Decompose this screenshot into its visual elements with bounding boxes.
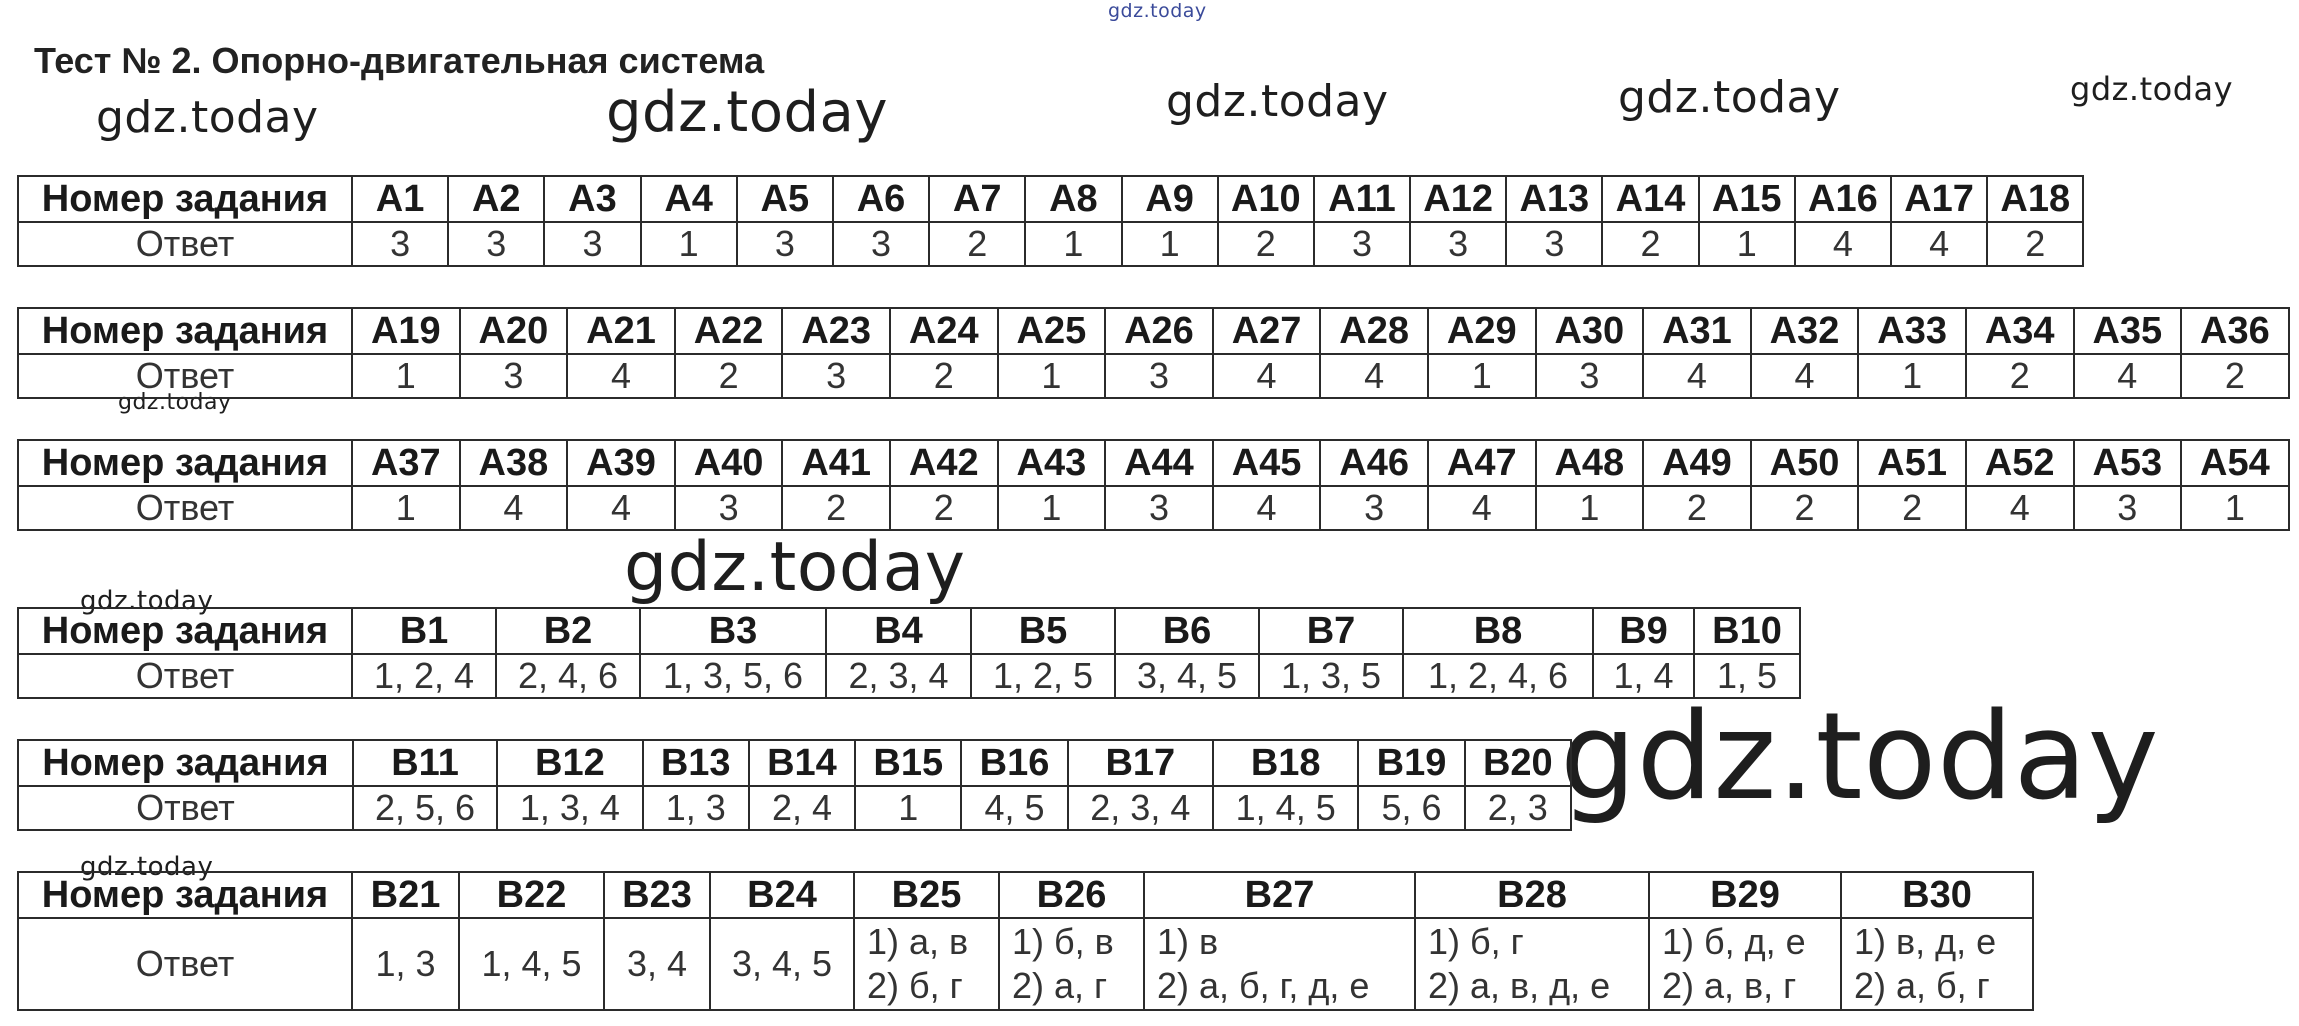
answer-cell: 1 — [2181, 486, 2289, 530]
task-cell: В2 — [496, 608, 640, 654]
answer-cell: 3, 4, 5 — [710, 918, 854, 1010]
task-cell: В11 — [353, 740, 497, 786]
task-cell: В29 — [1649, 872, 1841, 918]
task-cell: В13 — [643, 740, 749, 786]
answer-cell: 3 — [1105, 486, 1213, 530]
watermark: gdz.today — [80, 586, 214, 616]
row-label-answer: Ответ — [18, 786, 353, 830]
task-cell: В20 — [1465, 740, 1571, 786]
task-cell: А44 — [1105, 440, 1213, 486]
answer-cell: 1 — [1122, 222, 1218, 266]
task-cell: А54 — [2181, 440, 2289, 486]
task-cell: А4 — [641, 176, 737, 222]
answer-cell: 3 — [675, 486, 783, 530]
answer-cell: 3 — [1314, 222, 1410, 266]
answer-cell: 3 — [833, 222, 929, 266]
task-cell: А35 — [2074, 308, 2182, 354]
task-cell: В27 — [1144, 872, 1415, 918]
answer-cell: 1 — [641, 222, 737, 266]
answer-cell: 1, 3, 4 — [497, 786, 642, 830]
answer-cell: 3 — [544, 222, 640, 266]
task-cell: А52 — [1966, 440, 2074, 486]
answer-cell: 1) а, в 2) б, г — [854, 918, 999, 1010]
task-cell: А38 — [460, 440, 568, 486]
answer-cell: 2, 3 — [1465, 786, 1571, 830]
task-cell: В10 — [1694, 608, 1800, 654]
answer-cell: 2 — [782, 486, 890, 530]
task-cell: А8 — [1025, 176, 1121, 222]
task-cell: А28 — [1320, 308, 1428, 354]
task-cell: В1 — [352, 608, 496, 654]
answer-cell: 3 — [1105, 354, 1213, 398]
answer-cell: 3, 4 — [604, 918, 710, 1010]
answer-cell: 4 — [1320, 354, 1428, 398]
task-cell: В6 — [1115, 608, 1259, 654]
task-cell: А47 — [1428, 440, 1536, 486]
answer-cell: 1, 3 — [643, 786, 749, 830]
answer-cell: 3 — [1410, 222, 1506, 266]
answer-cell: 3 — [1320, 486, 1428, 530]
task-cell: В7 — [1259, 608, 1403, 654]
task-cell: А12 — [1410, 176, 1506, 222]
answer-cell: 2, 4, 6 — [496, 654, 640, 698]
task-cell: В14 — [749, 740, 855, 786]
answer-cell: 4 — [1751, 354, 1859, 398]
task-cell: А3 — [544, 176, 640, 222]
task-cell: А13 — [1506, 176, 1602, 222]
answer-table-a19-a36 — [17, 307, 2290, 399]
task-cell: А31 — [1643, 308, 1751, 354]
answer-cell: 4 — [1966, 486, 2074, 530]
answer-cell: 1 — [855, 786, 961, 830]
answer-cell: 3 — [782, 354, 890, 398]
answer-cell: 3 — [352, 222, 448, 266]
answer-cell: 1) б, д, е 2) а, в, г — [1649, 918, 1841, 1010]
row-label-answer: Ответ — [18, 918, 352, 1010]
task-cell: В21 — [352, 872, 459, 918]
answer-cell: 4 — [460, 486, 568, 530]
answer-cell: 4 — [1891, 222, 1987, 266]
task-cell: А46 — [1320, 440, 1428, 486]
task-cell: А25 — [998, 308, 1106, 354]
answer-cell: 2 — [1987, 222, 2083, 266]
answer-cell: 1 — [1699, 222, 1795, 266]
watermark: gdz.today — [1560, 688, 2160, 827]
task-cell: В4 — [826, 608, 971, 654]
row-label-answer: Ответ — [18, 222, 352, 266]
task-cell: В9 — [1593, 608, 1694, 654]
task-cell: В22 — [459, 872, 604, 918]
answer-cell: 1, 2, 4, 6 — [1403, 654, 1593, 698]
task-cell: В24 — [710, 872, 854, 918]
task-cell: А7 — [929, 176, 1025, 222]
answer-cell: 3 — [1536, 354, 1644, 398]
task-cell: А26 — [1105, 308, 1213, 354]
answer-cell: 1 — [1025, 222, 1121, 266]
task-cell: А23 — [782, 308, 890, 354]
answer-cell: 2 — [1602, 222, 1698, 266]
watermark: gdz.today — [624, 528, 966, 607]
row-label-task: Номер задания — [18, 440, 352, 486]
answer-cell: 1, 3, 5, 6 — [640, 654, 826, 698]
answer-cell: 1, 2, 4 — [352, 654, 496, 698]
task-cell: А18 — [1987, 176, 2083, 222]
answer-cell: 1, 4, 5 — [1213, 786, 1358, 830]
task-cell: А51 — [1858, 440, 1966, 486]
task-cell: В8 — [1403, 608, 1593, 654]
answer-cell: 2, 4 — [749, 786, 855, 830]
answer-cell: 1 — [1536, 486, 1644, 530]
answer-cell: 1 — [1858, 354, 1966, 398]
task-cell: В16 — [961, 740, 1067, 786]
task-cell: В17 — [1068, 740, 1213, 786]
row-label-task: Номер задания — [18, 872, 352, 918]
answer-cell: 2, 3, 4 — [1068, 786, 1213, 830]
answer-cell: 4 — [2074, 354, 2182, 398]
task-cell: А2 — [448, 176, 544, 222]
answer-cell: 2 — [675, 354, 783, 398]
task-cell: А19 — [352, 308, 460, 354]
answer-cell: 2, 3, 4 — [826, 654, 971, 698]
task-cell: А11 — [1314, 176, 1410, 222]
answer-cell: 1 — [998, 486, 1106, 530]
task-cell: В30 — [1841, 872, 2033, 918]
task-cell: В23 — [604, 872, 710, 918]
answer-cell: 3, 4, 5 — [1115, 654, 1259, 698]
answer-cell: 2 — [1643, 486, 1751, 530]
task-cell: А49 — [1643, 440, 1751, 486]
row-label-answer: Ответ — [18, 486, 352, 530]
task-cell: А36 — [2181, 308, 2289, 354]
task-cell: В12 — [497, 740, 642, 786]
task-cell: А40 — [675, 440, 783, 486]
row-label-task: Номер задания — [18, 608, 352, 654]
answer-cell: 2, 5, 6 — [353, 786, 497, 830]
task-cell: В25 — [854, 872, 999, 918]
task-cell: А43 — [998, 440, 1106, 486]
answer-cell: 4, 5 — [961, 786, 1067, 830]
watermark: gdz.today — [1166, 76, 1389, 127]
row-label-task: Номер задания — [18, 176, 352, 222]
watermark: gdz.today — [606, 80, 889, 145]
task-cell: А41 — [782, 440, 890, 486]
answer-cell: 3 — [448, 222, 544, 266]
task-cell: А24 — [890, 308, 998, 354]
task-cell: А16 — [1795, 176, 1891, 222]
answer-cell: 1 — [998, 354, 1106, 398]
answer-cell: 3 — [737, 222, 833, 266]
answer-cell: 1) в, д, е 2) а, б, г — [1841, 918, 2033, 1010]
task-cell: А34 — [1966, 308, 2074, 354]
answer-table-a1-a18 — [17, 175, 2084, 267]
answer-cell: 2 — [1751, 486, 1859, 530]
answer-cell: 3 — [460, 354, 568, 398]
answer-cell: 1, 4, 5 — [459, 918, 604, 1010]
answer-cell: 1) в 2) а, б, г, д, е — [1144, 918, 1415, 1010]
answer-cell: 4 — [1213, 486, 1321, 530]
watermark: gdz.today — [96, 92, 319, 143]
answer-cell: 2 — [1966, 354, 2074, 398]
task-cell: А15 — [1699, 176, 1795, 222]
task-cell: А22 — [675, 308, 783, 354]
answer-cell: 2 — [1218, 222, 1314, 266]
answer-table-b1-b10 — [17, 607, 1801, 699]
task-cell: В3 — [640, 608, 826, 654]
answer-cell: 1, 3, 5 — [1259, 654, 1403, 698]
answer-cell: 2 — [929, 222, 1025, 266]
answer-cell: 1 — [352, 354, 460, 398]
answer-cell: 2 — [890, 354, 998, 398]
task-cell: А21 — [567, 308, 675, 354]
answer-cell: 1, 3 — [352, 918, 459, 1010]
task-cell: В26 — [999, 872, 1144, 918]
row-label-answer: Ответ — [18, 354, 352, 398]
task-cell: А37 — [352, 440, 460, 486]
answer-cell: 1 — [352, 486, 460, 530]
answer-cell: 1 — [1428, 354, 1536, 398]
task-cell: А48 — [1536, 440, 1644, 486]
answer-table-b21-b30 — [17, 871, 2034, 1011]
answer-cell: 5, 6 — [1358, 786, 1464, 830]
row-label-answer: Ответ — [18, 654, 352, 698]
answer-cell: 4 — [1643, 354, 1751, 398]
answer-cell: 1, 2, 5 — [971, 654, 1115, 698]
answer-cell: 1) б, в 2) а, г — [999, 918, 1144, 1010]
task-cell: А29 — [1428, 308, 1536, 354]
answer-cell: 3 — [2074, 486, 2182, 530]
task-cell: А30 — [1536, 308, 1644, 354]
row-label-task: Номер задания — [18, 740, 353, 786]
answer-cell: 3 — [1506, 222, 1602, 266]
task-cell: А27 — [1213, 308, 1321, 354]
task-cell: А33 — [1858, 308, 1966, 354]
task-cell: В15 — [855, 740, 961, 786]
task-cell: А20 — [460, 308, 568, 354]
task-cell: А1 — [352, 176, 448, 222]
task-cell: А42 — [890, 440, 998, 486]
task-cell: А32 — [1751, 308, 1859, 354]
answer-cell: 4 — [1795, 222, 1891, 266]
answer-cell: 4 — [1213, 354, 1321, 398]
task-cell: А10 — [1218, 176, 1314, 222]
task-cell: А50 — [1751, 440, 1859, 486]
task-cell: А6 — [833, 176, 929, 222]
answer-cell: 1, 5 — [1694, 654, 1800, 698]
task-cell: А9 — [1122, 176, 1218, 222]
task-cell: В19 — [1358, 740, 1464, 786]
answer-table-a37-a54 — [17, 439, 2290, 531]
answer-cell: 1) б, г 2) а, в, д, е — [1415, 918, 1649, 1010]
answer-table-b11-b20 — [17, 739, 1572, 831]
answer-cell: 2 — [1858, 486, 1966, 530]
row-label-task: Номер задания — [18, 308, 352, 354]
answer-cell: 2 — [890, 486, 998, 530]
watermark: gdz.today — [1618, 72, 1841, 123]
answer-cell: 2 — [2181, 354, 2289, 398]
watermark: gdz.today — [118, 390, 232, 415]
task-cell: В5 — [971, 608, 1115, 654]
watermark: gdz.today — [80, 852, 214, 882]
answer-cell: 4 — [1428, 486, 1536, 530]
task-cell: В28 — [1415, 872, 1649, 918]
task-cell: А53 — [2074, 440, 2182, 486]
task-cell: А45 — [1213, 440, 1321, 486]
answer-cell: 4 — [567, 486, 675, 530]
answer-cell: 4 — [567, 354, 675, 398]
answer-cell: 1, 4 — [1593, 654, 1694, 698]
task-cell: А5 — [737, 176, 833, 222]
page-title: Тест № 2. Опорно-двигательная система — [34, 40, 765, 81]
task-cell: В18 — [1213, 740, 1358, 786]
task-cell: А17 — [1891, 176, 1987, 222]
task-cell: А39 — [567, 440, 675, 486]
watermark: gdz.today — [2070, 70, 2234, 108]
task-cell: А14 — [1602, 176, 1698, 222]
watermark-top: gdz.today — [1108, 0, 1207, 22]
